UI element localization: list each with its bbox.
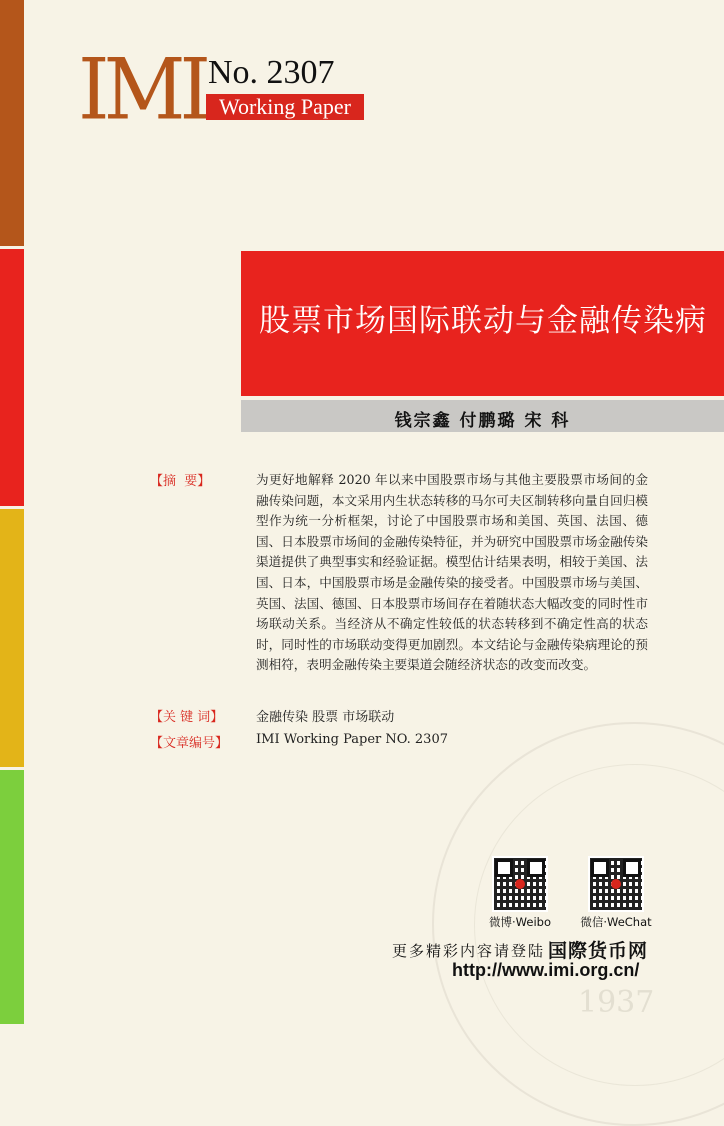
authors: 钱宗鑫 付鹏璐 宋 科 <box>394 411 571 431</box>
watermark-year: 1937 <box>578 985 655 1020</box>
qr-logo-icon <box>611 879 621 889</box>
series-label: Working Paper <box>206 94 364 120</box>
paper-number: No. 2307 <box>208 54 335 91</box>
site-name: 国際货币网 <box>548 940 649 962</box>
side-bar-yellow <box>0 509 24 767</box>
abstract-label: 【摘 要】 <box>150 474 211 489</box>
title-block <box>241 251 724 396</box>
side-bar-green <box>0 770 24 1024</box>
paper-title: 股票市场国际联动与金融传染病 <box>259 303 707 339</box>
author-bar <box>241 400 724 432</box>
article-number-text: IMI Working Paper NO. 2307 <box>256 732 448 747</box>
imi-logo: IMI <box>78 40 206 139</box>
side-bar-brown <box>0 0 24 246</box>
abstract-text: 为更好地解释 2020 年以来中国股票市场与其他主要股票市场间的金融传染问题，本文采用内生状态转移的马尔可夫区制转移向量自回归模型作为统一分析框架，讨论了中国股票市场和美国、英国、法国、德国、日本股票市场间的金融传染特征，并为研究中国股票市场金融传染渠道提供了典型事实和经验证据。模型估计结果表明，相较于美国、法国、日本，中国股票市场是金融传染的接受者。中国股票市场与美国、英国、法国、德国、日本股票市场间存在着随状态大幅改变的同时性市场联动关系。当经济从不确定性较低的状态转移到不确定性高的状态时，同时性的市场联动变得更加剧烈。本文结论与金融传染病理论的预测相符，表明金融传染主要渠道会随经济状态的改变而改变。 <box>256 472 648 673</box>
weibo-qr-code[interactable] <box>494 858 546 910</box>
keywords-text: 金融传染 股票 市场联动 <box>256 710 395 725</box>
wechat-qr-code[interactable] <box>590 858 642 910</box>
wechat-label: 微信·WeChat <box>580 915 652 929</box>
website-link[interactable]: http://www.imi.org.cn/ <box>452 960 640 980</box>
side-bar-red <box>0 249 24 506</box>
keywords-label: 【关 键 词】 <box>150 710 224 725</box>
qr-logo-icon <box>515 879 525 889</box>
weibo-label: 微博·Weibo <box>489 915 551 929</box>
more-content-text: 更多精彩内容请登陆 <box>392 942 546 960</box>
article-number-label: 【文章编号】 <box>150 736 229 751</box>
